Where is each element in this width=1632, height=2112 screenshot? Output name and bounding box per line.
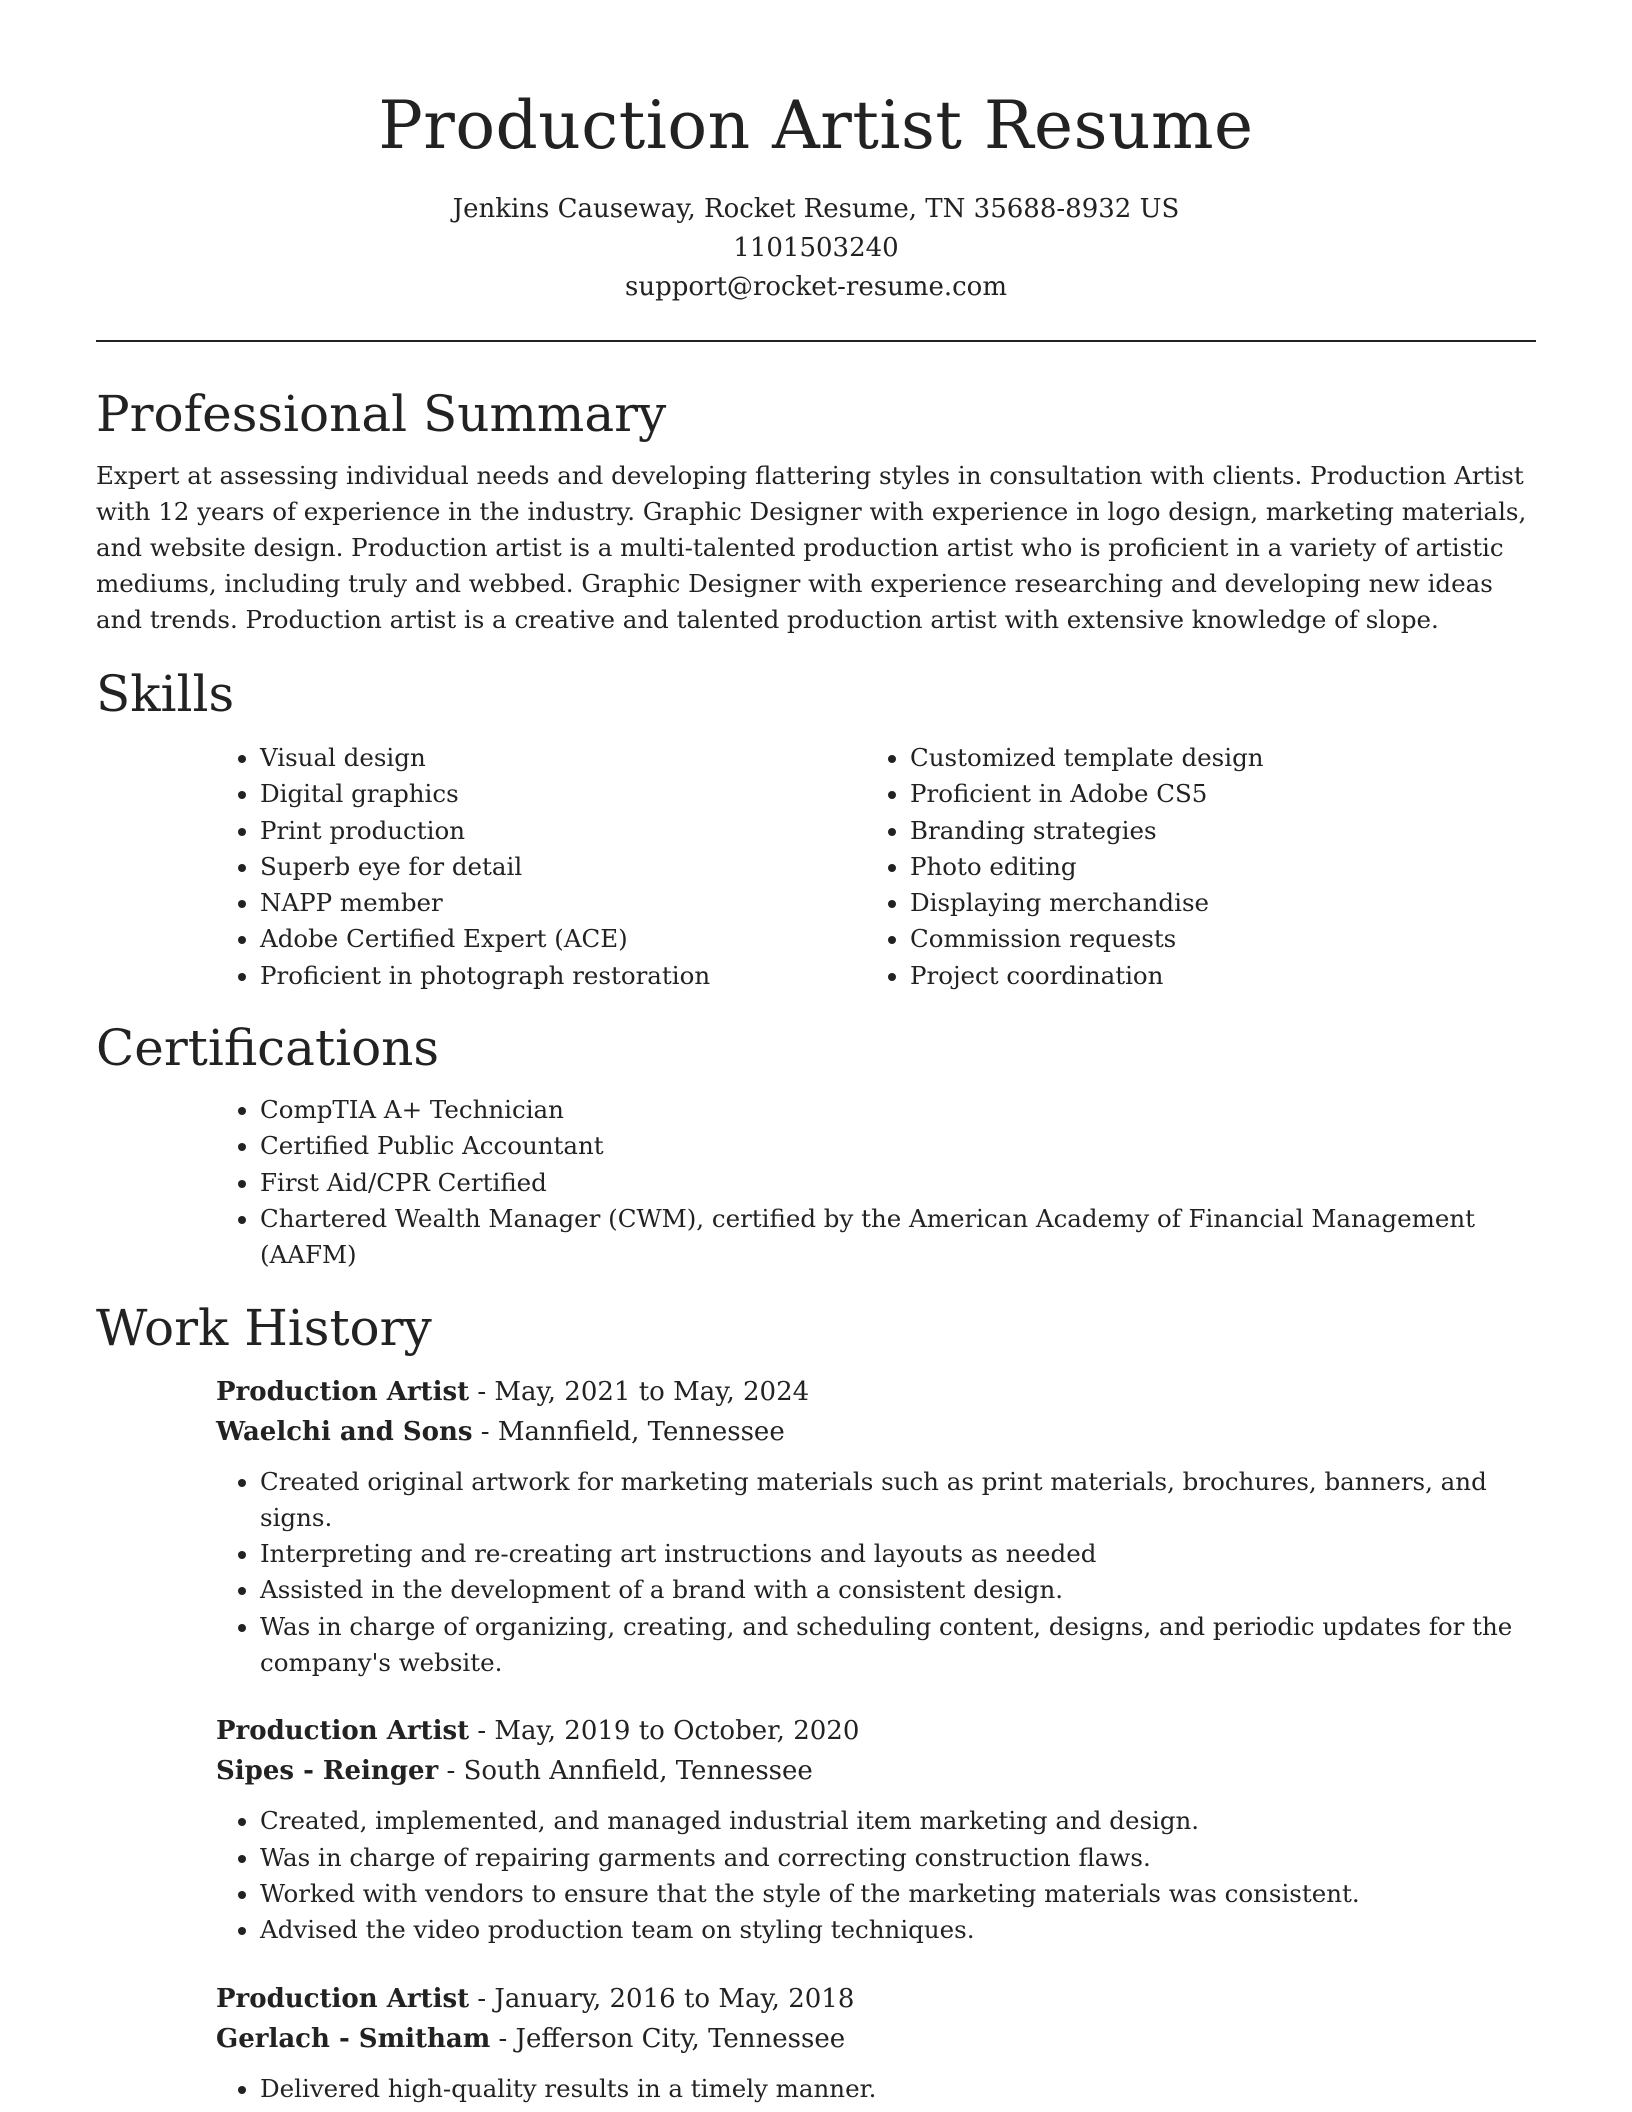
job-bullet: • Created original artwork for marketing materials such as print materials, brochures, banners, and signs. [260, 1464, 1536, 1537]
certifications-list [216, 1092, 1536, 1273]
skill-item: • Branding strategies [910, 813, 1516, 849]
certification-item: • Certified Public Accountant [260, 1128, 1536, 1164]
skill-item: • Print production [260, 813, 866, 849]
resume-page [96, 0, 1536, 2107]
skill-item: • Visual design [260, 740, 866, 776]
certifications-list-wrap [216, 1092, 1536, 1273]
summary-heading: Professional Summary [96, 385, 667, 443]
job-bullet: • Worked with vendors to ensure that the style of the marketing materials was consistent. [260, 1876, 1536, 1912]
certification-item: • Chartered Wealth Manager (CWM), certified by the American Academy of Financial Management (AAFM) [260, 1201, 1536, 1274]
skills-left-list [216, 740, 866, 994]
skill-item: • Project coordination [910, 958, 1516, 994]
contact-address: Jenkins Causeway, Rocket Resume, TN 35688-8932 US [452, 194, 1180, 224]
skill-item: • Proficient in photograph restoration [260, 958, 866, 994]
contact-block [96, 190, 1536, 307]
job-dates: - January, 2016 to May, 2018 [469, 1983, 855, 2014]
job-entry [216, 1711, 1536, 1948]
job-bullet: • Assisted in the development of a brand with a consistent design. [260, 1572, 1536, 1608]
certifications-section [96, 1016, 1536, 1273]
certification-item: • CompTIA A+ Technician [260, 1092, 1536, 1128]
job-bullets [216, 2071, 1536, 2107]
skill-item: • Displaying merchandise [910, 885, 1516, 921]
skill-item: • Superb eye for detail [260, 849, 866, 885]
job-entry [216, 1372, 1536, 1682]
job-bullet: • Delivered high-quality results in a timely manner. [260, 2071, 1536, 2107]
job-company-line [216, 2019, 1536, 2059]
job-company: Gerlach - Smitham [216, 2023, 491, 2054]
job-bullet: • Interpreting and re-creating art instructions and layouts as needed [260, 1536, 1536, 1572]
job-company-line [216, 1412, 1536, 1452]
job-location: - Jefferson City, Tennessee [490, 2023, 846, 2054]
job-title-line [216, 1711, 1536, 1751]
skill-item: • Digital graphics [260, 776, 866, 812]
skill-item: • Commission requests [910, 921, 1516, 957]
job-entry [216, 1979, 1536, 2107]
job-bullet: • Created, implemented, and managed industrial item marketing and design. [260, 1803, 1536, 1839]
job-location: - South Annfield, Tennessee [438, 1756, 813, 1787]
certifications-heading: Certifications [96, 1019, 440, 1078]
job-company-line [216, 1751, 1536, 1791]
skills-right-list [866, 740, 1516, 994]
summary-section [96, 382, 1536, 638]
contact-phone: 1101503240 [733, 233, 899, 263]
header-divider [96, 340, 1536, 342]
resume-header [96, 0, 1536, 307]
job-title-line [216, 1372, 1536, 1412]
summary-text: Expert at assessing individual needs and developing flattering styles in consultation with clients. Production Artist with 12 years of experience in the industry. Graphic Designer with experience in logo design, marketing materials, and website design. Production artist is a multi-talented production artist who is proficient in a variety of artistic mediums, including truly and webbed. Graphic Designer with experience researching and developing new ideas and trends. Production artist is a creative and talented production artist with extensive knowledge of slope. [96, 461, 1527, 634]
certification-item: • First Aid/CPR Certified [260, 1165, 1536, 1201]
skills-section [96, 662, 1536, 994]
job-bullets [216, 1464, 1536, 1682]
job-bullet: • Advised the video production team on styling techniques. [260, 1912, 1536, 1948]
skills-columns [216, 740, 1536, 994]
job-title: Production Artist [216, 1376, 470, 1407]
job-company: Sipes - Reinger [216, 1756, 439, 1787]
work-history-heading: Work History [96, 1298, 432, 1357]
skill-item: • Adobe Certified Expert (ACE) [260, 921, 866, 957]
job-company: Waelchi and Sons [216, 1416, 473, 1447]
job-bullet: • Was in charge of repairing garments and correcting construction flaws. [260, 1840, 1536, 1876]
skill-item: • Photo editing [910, 849, 1516, 885]
job-title-line [216, 1979, 1536, 2019]
skill-item: • NAPP member [260, 885, 866, 921]
resume-title: Production Artist Resume [378, 87, 1254, 164]
contact-email: support@rocket-resume.com [624, 272, 1007, 302]
skills-heading: Skills [96, 665, 235, 723]
job-bullet: • Was in charge of organizing, creating, and scheduling content, designs, and periodic updates for the company's website. [260, 1609, 1536, 1682]
job-location: - Mannfield, Tennessee [472, 1416, 785, 1447]
job-title: Production Artist [216, 1983, 470, 2014]
skills-right-column [866, 740, 1516, 994]
work-history-section [96, 1296, 1536, 2107]
job-dates: - May, 2021 to May, 2024 [469, 1376, 810, 1407]
job-dates: - May, 2019 to October, 2020 [469, 1716, 860, 1747]
job-title: Production Artist [216, 1716, 470, 1747]
job-bullets [216, 1803, 1536, 1948]
skills-left-column [216, 740, 866, 994]
skill-item: • Proficient in Adobe CS5 [910, 776, 1516, 812]
skill-item: • Customized template design [910, 740, 1516, 776]
